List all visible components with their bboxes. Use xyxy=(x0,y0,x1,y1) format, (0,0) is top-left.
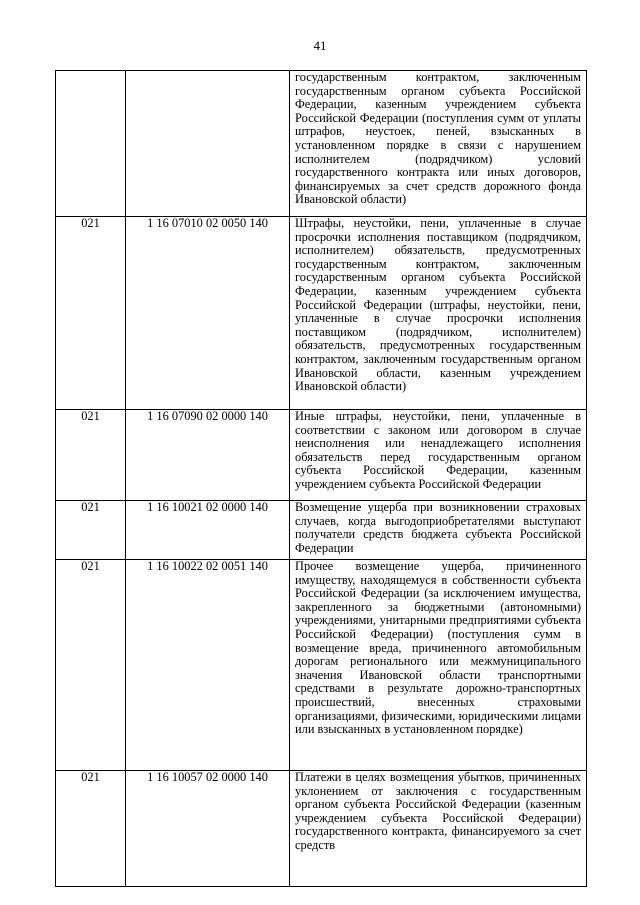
budget-code-cell: 1 16 10057 02 0000 140 xyxy=(126,771,290,887)
revenue-name-cell: Иные штрафы, неустойки, пени, уплаченные в соответствии с законом или договором в случае неисполнения или ненадлежащего исполнения обязательств перед государственным органом субъекта Российской Федерации, казенным учреждением субъекта Российской Федерации xyxy=(290,410,587,501)
admin-code-cell: 021 xyxy=(56,771,126,887)
budget-code-cell: 1 16 10022 02 0051 140 xyxy=(126,560,290,771)
table-row xyxy=(56,560,587,771)
budget-code-cell: 1 16 10021 02 0000 140 xyxy=(126,501,290,560)
revenue-codes-table xyxy=(55,70,587,887)
table-row xyxy=(56,501,587,560)
admin-code-cell xyxy=(56,71,126,217)
admin-code-cell: 021 xyxy=(56,560,126,771)
revenue-name-cell: Платежи в целях возмещения убытков, причиненных уклонением от заключения с государственным органом субъекта Российской Федерации (казенным учреждением субъекта Российской Федерации) государственного контракта, финансируемого за счет средств xyxy=(290,771,587,887)
table-row xyxy=(56,410,587,501)
table-row xyxy=(56,771,587,887)
admin-code-cell: 021 xyxy=(56,217,126,410)
admin-code-cell: 021 xyxy=(56,501,126,560)
revenue-name-cell: Возмещение ущерба при возникновении страховых случаев, когда выгодоприобретателями выступают получатели средств бюджета субъекта Российской Федерации xyxy=(290,501,587,560)
budget-code-cell: 1 16 07010 02 0050 140 xyxy=(126,217,290,410)
budget-code-cell: 1 16 07090 02 0000 140 xyxy=(126,410,290,501)
table-row xyxy=(56,71,587,217)
admin-code-cell: 021 xyxy=(56,410,126,501)
table-row xyxy=(56,217,587,410)
revenue-name-cell: Штрафы, неустойки, пени, уплаченные в случае просрочки исполнения поставщиком (подрядчиком, исполнителем) обязательств, предусмотренных государственным контрактом, заключенным государственным органом субъекта Российской Федерации, казенным учреждением субъекта Российской Федерации (штрафы, неустойки, пени, уплаченные в случае просрочки исполнения поставщиком (подрядчиком, исполнителем) обязательств, предусмотренных государственным контрактом, заключенным государственным органом Ивановской области, казенным учреждением Ивановской области) xyxy=(290,217,587,410)
page-number: 41 xyxy=(313,38,327,53)
revenue-name-cell: Прочее возмещение ущерба, причиненного имуществу, находящемуся в собственности субъекта Российской Федерации (за исключением имущества, закрепленного за бюджетными (автономными) учреждениями, унитарными предприятиями субъекта Российской Федерации) (поступления сумм в возмещение вреда, причиненного автомобильным дорогам регионального или межмуниципального значения Ивановской области транспортными средствами в результате дорожно-транспортных происшествий, внесенных страховыми организациями, физическими, юридическими лицами или взысканных в установленном порядке) xyxy=(290,560,587,771)
revenue-name-cell: государственным контрактом, заключенным государственным органом субъекта Российской Федерации, казенным учреждением субъекта Российской Федерации (поступления сумм от уплаты штрафов, неустоек, пеней, взысканных в установленном порядке в связи с нарушением исполнителем (подрядчиком) условий государственного контракта или иных договоров, финансируемых за счет средств дорожного фонда Ивановской области) xyxy=(290,71,587,217)
budget-code-cell xyxy=(126,71,290,217)
